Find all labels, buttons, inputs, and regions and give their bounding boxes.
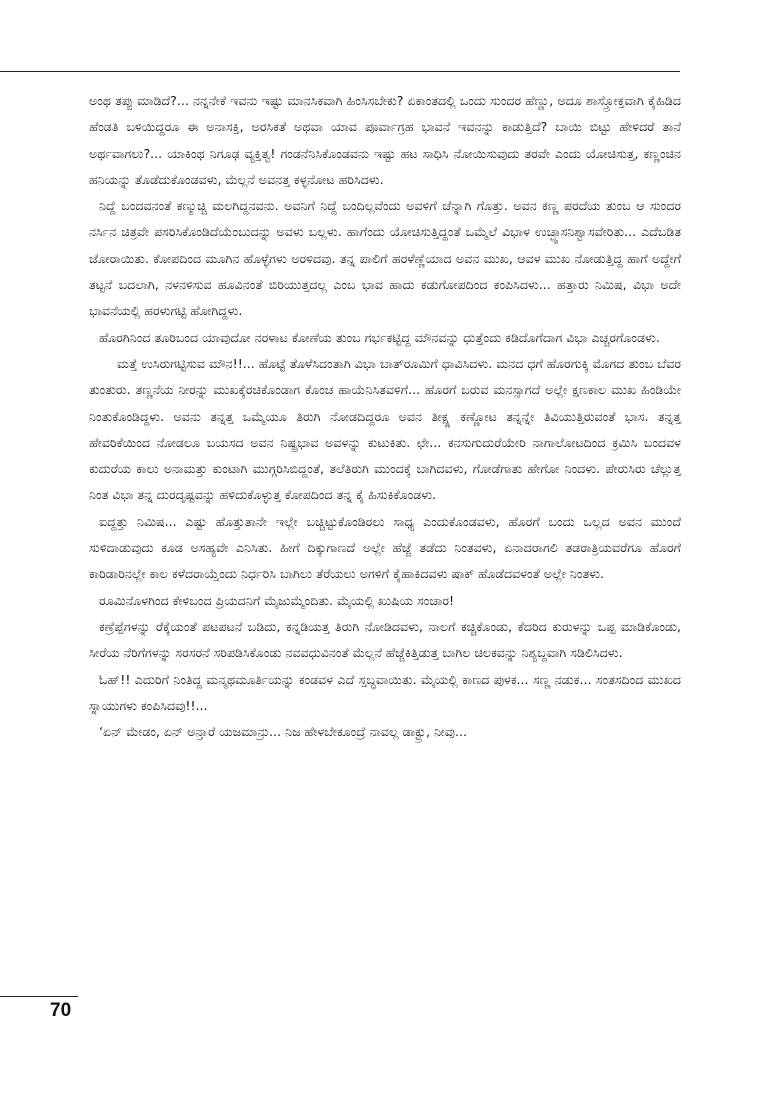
- page-number: 70: [50, 1000, 72, 1021]
- paragraph-8: ಓಹ್!! ಎದುರಿಗೆ ನಿಂತಿದ್ದ ಮನ್ಮಥಮೂರ್ತಿಯನ್ನು ಕಂಡವಳ ಎದೆ ಸ್ತಬ್ಧವಾಯಿತು. ಮೈಯಲ್ಲಿ ಕಾಣದ ಪುಳಕ... ಸಣ್ಣ ನಡುಕ... ಸಂತಸದಿಂದ ಮುಖದ ಸ್ನಾಯುಗಳು ಕಂಪಿಸಿದವು!!...: [89, 671, 681, 713]
- paragraph-2: ನಿದ್ದೆ ಬಂದವನಂತೆ ಕಣ್ಮುಚ್ಚಿ ಮಲಗಿದ್ದನವನು. ಅವನಿಗೆ ನಿದ್ದೆ ಬಂದಿಲ್ಲವೆಂದು ಅವಳಿಗೆ ಚೆನ್ನಾಗಿ ಗೊತ್ತು. ಅವನ ಕಣ್ಣ ಪರದೆಯ ತುಂಬ ಆ ಸುಂದರ ನರ್ಸಿನ ಚಿತ್ರವೇ ಪಸರಿಸಿಕೊಂಡಿದೆಯೆಂಬುದನ್ನು ಅವಳು ಬಲ್ಲಳು. ಹಾಗೆಂದು ಯೋಚಿಸುತ್ತಿದ್ದಂತೆ ಒಮ್ಮೆಲೆ ವಿಭಾಳ ಉಚ್ಛ್ವಾಸನಿಶ್ವಾಸವೇರಿತು... ಎದೆಬಡಿತ ಜೋರಾಯಿತು. ಕೋಪದಿಂದ ಮೂಗಿನ ಹೊಳ್ಳೆಗಳು ಅರಳಿದವು. ತನ್ನ ಪಾಲಿಗೆ ಹರಳೆಣ್ಣೆಯಾದ ಅವನ ಮುಖ, ಆವಳ ಮುಖ ನೋಡುತ್ತಿದ್ದ ಹಾಗೆ ಅದ್ದೇಗೆ ತಟ್ಟನೆ ಬದಲಾಗಿ, ನಳನಳಿಸುವ ಹೂವಿನಂತೆ ಬಿರಿಯುತ್ತದಲ್ಲ ಎಂಬ ಭಾವ ಹಾದು ಕಡುಗೋಪದಿಂದ ಕಂಪಿಸಿದಳು... ಹತ್ತಾರು ನಿಮಿಷ, ವಿಭಾ ಅದೇ ಭಾವನೆಯಲ್ಲಿ ಹರಳುಗಟ್ಟಿ ಹೋಗಿದ್ದಳು.: [89, 198, 681, 319]
- footer-rule: [0, 996, 78, 997]
- paragraph-3: ಹೊರಗಿನಿಂದ ತೂರಿಬಂದ ಯಾವುದೋ ನರಳಾಟ ಕೋಣೆಯ ತುಂಬ ಗರ್ಭಕಟ್ಟಿದ್ದ ಮೌನವನ್ನು ಧುತ್ತೆಂದು ಕಡಿದೊಗೆದಾಗ ವಿಭಾ ಎಚ್ಚರಗೊಂಡಳು.: [99, 329, 660, 345]
- header-rule: [0, 71, 680, 72]
- paragraph-7: ಕಣ್ರೆಪ್ಪೆಗಳನ್ನು ರೆಕ್ಕೆಯಂತೆ ಪಟಪಟನೆ ಬಡಿದು, ಕನ್ನಡಿಯತ್ತ ತಿರುಗಿ ನೋಡಿದವಳು, ನಾಲಗೆ ಕಚ್ಚಿಕೊಂಡು, ಕೆದರಿದ ಕುರುಳನ್ನು ಒಪ್ಪ ಮಾಡಿಕೊಂಡು, ಸೀರೆಯ ನೆರಿಗೆಗಳನ್ನು ಸರಸರನೆ ಸರಿಪಡಿಸಿಕೊಂಡು ನವವಧುವಿನಂತೆ ಮೆಲ್ಲನೆ ಹೆಜ್ಜೆಕಿತ್ತಿಡುತ್ತ ಬಾಗಿಲ ಚಿಲಕವನ್ನು ನಿಶ್ಯಬ್ದವಾಗಿ ಸಡಿಲಿಸಿದಳು.: [89, 618, 681, 661]
- paragraph-5: ಐದ್ದತ್ತು ನಿಮಿಷ... ಎಷ್ಟು ಹೊತ್ತುತಾನೇ ಇಲ್ಲೇ ಬಚ್ಚಿಟ್ಟುಕೊಂಡಿರಲು ಸಾಧ್ಯ ಎಂದುಕೊಂಡವಳು, ಹೊರಗೆ ಬಂದು ಒಲ್ಲದ ಅವನ ಮುಂದೆ ಸುಳಿದಾಡುವುದು ಕೂಡ ಅಸಹ್ಯವೇ ಎನಿಸಿತು. ಹೀಗೆ ದಿಕ್ಕುಗಾಣದೆ ಅಲ್ಲೇ ಹೆಜ್ಜೆ ತಡೆದು ನಿಂತವಳು, ಏನಾದರಾಗಲಿ ತಡರಾತ್ರಿಯವರೆಗೂ ಹೊರಗೆ ಕಾರಿಡಾರಿನಲ್ಲೇ ಕಾಲ ಕಳೆದರಾಯ್ತೆಂದು ನಿರ್ಧರಿಸಿ ಬಾಗಿಲು ತೆರೆಯಲು ಅಗಳಿಗೆ ಕೈಹಾಕಿದವಳು ಷಾಕ್ ಹೊಡೆದವಳಂತೆ ಅಲ್ಲೇ ನಿಂತಳು.: [89, 513, 681, 582]
- page-body-text: [89, 88, 681, 745]
- paragraph-1: ಅಂಥ ತಪ್ಪು ಮಾಡಿದೆ?... ನನ್ನನೇಕೆ ಇವನು ಇಷ್ಟು ಮಾನಸಿಕವಾಗಿ ಹಿಂಸಿಸಬೇಕು? ಏಕಾಂತದಲ್ಲಿ ಒಂದು ಸುಂದರ ಹೆಣ್ಣು, ಅದೂ ಶಾಸ್ತ್ರೋಕ್ತವಾಗಿ ಕೈಹಿಡಿದ ಹೆಂಡತಿ ಬಳಿಯಿದ್ದರೂ ಈ ಅನಾಸಕ್ತಿ, ಅರಸಿಕತೆ ಅಥವಾ ಯಾವ ಪೂರ್ವಾಗ್ರಹ ಭಾವನೆ ಇವನನ್ನು ಕಾಡುತ್ತಿದೆ? ಬಾಯಿ ಬಿಟ್ಟು ಹೇಳಿದರೆ ತಾನೆ ಅರ್ಥವಾಗಲು?... ಯಾಕಿಂಥ ನಿಗೂಢ ವ್ಯಕ್ತಿತ್ವ! ಗಂಡನೆನಿಸಿಕೊಂಡವನು ಇಷ್ಟು ಹಟ ಸಾಧಿಸಿ ನೋಯಿಸುವುದು ತರವೇ ಎಂದು ಯೋಚಿಸುತ್ತ, ಕಣ್ಣಂಚಿನ ಹನಿಯನ್ನು ತೊಡೆದುಕೊಂಡವಳು, ಮೆಲ್ಲನೆ ಅವನತ್ತ ಕಳ್ಳನೋಟ ಹರಿಸಿದಳು.: [89, 93, 681, 187]
- paragraph-6: ರೂಮಿನೊಳಗಿಂದ ಕೇಳಿಬಂದ ಪ್ರಿಯದನಿಗೆ ಮೈಜುಮ್ಮೆಂದಿತು. ಮೈಯಲ್ಲಿ ಖುಷಿಯ ಸಂಚಾರ!: [99, 592, 455, 608]
- paragraph-4: ಮತ್ತೆ ಉಸಿರುಗಟ್ಟಿಸುವ ಮೌನ!!... ಹೊಟ್ಟೆ ತೊಳೆಸಿದಂತಾಗಿ ವಿಭಾ ಬಾತ್‌ರೂಮಿಗೆ ಧಾವಿಸಿದಳು. ಮನದ ಧಗೆ ಹೊರಗುಕ್ಕಿ ಮೊಗದ ತುಂಬ ಬೆವರ ತುಂತುರು. ತಣ್ಣನೆಯ ನೀರನ್ನು ಮುಖಕ್ಕೆರಚಿಕೊಂಡಾಗ ಕೊಂಚ ಹಾಯೆನಿಸಿತವಳಿಗೆ... ಹೊರಗೆ ಬರುವ ಮನಸ್ಸಾಗದೆ ಅಲ್ಲೇ ಕ್ಷಣಕಾಲ ಮುಖ ಹಿಂಡಿಯೇ ನಿಂತುಕೊಂಡಿದ್ದಳು. ಅವನು ತನ್ನತ್ತ ಒಮ್ಮೆಯೂ ತಿರುಗಿ ನೋಡದಿದ್ದರೂ ಅವನ ತೀಕ್ಷ್ಣ ಕಣ್ಣೋಟ ತನ್ನನ್ನೇ ತಿವಿಯುತ್ತಿರುವಂತೆ ಭಾಸ. ತನ್ನತ್ತ ಹೇವರಿಕೆಯಿಂದ ನೋಡಲೂ ಬಯಸದ ಅವನ ನಿಷ್ಪ್ರಭಾವ ಅವಳನ್ನು ಕುಟುಕಿತು. ಛೇ... ಕನಸುಗುದುರೆಯೇರಿ ನಾಗಾಲೋಟದಿಂದ ಕ್ರಮಿಸಿ ಬಂದವಳ ಕುದುರೆಯ ಕಾಲು ಅನಾಮತ್ತು ಕುಂಟಾಗಿ ಮುಗ್ಗರಿಸಿಬಿದ್ದಂತೆ, ತಲೆತಿರುಗಿ ಮುಂದಕ್ಕೆ ಬಾಗಿದವಳು, ಗೋಡೆಗಾತು ಹೇಗೋ ನಿಂದಳು. ಪೇರುಸಿರು ಚೆಲ್ಲುತ್ತ ನಿಂತ ವಿಭಾ ತನ್ನ ದುರದೃಷ್ಟವನ್ನು ಹಳಿದುಕೊಳ್ಳುತ್ತ ಕೋಪದಿಂದ ತನ್ನ ಕೈ ಹಿಸುಕಿಕೊಂಡಳು.: [89, 355, 681, 503]
- paragraph-9: ‘ಏನ್ ಮೇಡಂ, ಏನ್ ಅನ್ತಾರೆ ಯಜಮಾನ್ರು... ನಿಜ ಹೇಳಬೇಕೂಂದ್ರೆ ನಾವಲ್ಲ ಡಾಕ್ಟ್ರು, ನೀವು...: [99, 724, 467, 740]
